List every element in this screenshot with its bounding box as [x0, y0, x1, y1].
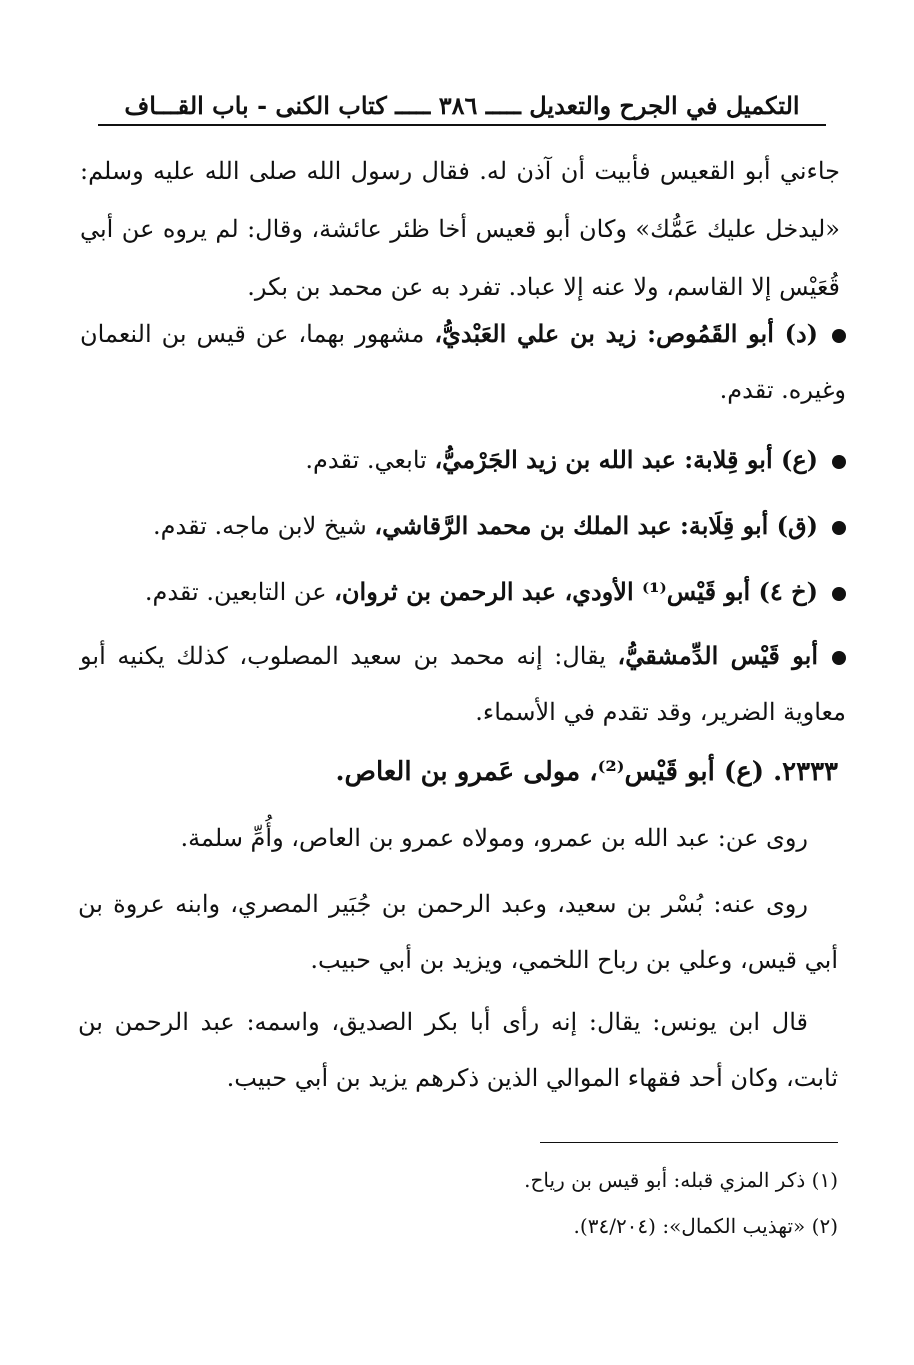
running-header: التكميل في الجرح والتعديل ـــــ ٣٨٦ ـــــ كتاب الكنى - باب القـــاف [124, 91, 800, 120]
bullet-entry [80, 498, 846, 554]
bullet-icon [832, 521, 846, 535]
bullet-entry-head: (ق) أبو قِلَابة: عبد الملك بن محمد الرَّقاشي، [374, 511, 818, 540]
bullet-entry [80, 432, 846, 488]
entry-paragraph: روى عن: عبد الله بن عمرو، ومولاه عمرو بن العاص، وأُمِّ سلمة. [180, 824, 808, 852]
entry-paragraph: روى عنه: بُسْر بن سعيد، وعبد الرحمن بن جُبَير المصري، وابنه عروة بن أبي قيس، وعلي بن رباح اللخمي، ويزيد بن أبي حبيب. [78, 890, 838, 974]
entry-paragraph: قال ابن يونس: يقال: إنه رأى أبا بكر الصديق، واسمه: عبد الرحمن بن ثابت، وكان أحد فقهاء الموالي الذين ذكرهم يزيد بن أبي حبيب. [78, 1008, 838, 1092]
bullet-icon [832, 651, 846, 665]
bullet-entry [80, 628, 846, 740]
footnote: (١) ذكر المزي قبله: أبو قيس بن رياح. [524, 1168, 838, 1192]
bullet-icon [832, 587, 846, 601]
bullet-entry-text: مشهور بهما، عن قيس بن النعمان وغيره. تقدم. [80, 320, 846, 404]
bullet-entry-text: تابعي. تقدم. [305, 446, 435, 474]
bullet-entry-head: (ع) أبو قِلابة: عبد الله بن زيد الجَرْميُّ، [434, 445, 818, 474]
bullet-icon [832, 455, 846, 469]
bullet-entry-head: (د) أبو القَمُوص: زيد بن علي العَبْديُّ، [434, 319, 819, 348]
bullet-entry-head: أبو قَيْس الدِّمشقيُّ، [617, 641, 818, 670]
bullet-entry-text: عن التابعين. تقدم. [144, 578, 335, 606]
entry-heading: ٢٣٣٣. (ع) أبو قَيْس⁽²⁾، مولى عَمرو بن العاص. [335, 757, 838, 787]
bullet-entry-text: يقال: إنه محمد بن سعيد المصلوب، كذلك يكنيه أبو معاوية الضرير، وقد تقدم في الأسماء. [80, 642, 846, 726]
bullet-entry-head: (خ ٤) أبو قَيْس⁽¹⁾ الأودي، عبد الرحمن بن ثروان، [334, 577, 818, 606]
bullet-icon [832, 329, 846, 343]
bullet-entry [80, 306, 846, 418]
bullet-entry-text: شيخ لابن ماجه. تقدم. [153, 512, 375, 540]
footnote: (٢) «تهذيب الكمال»: (٣٤/٢٠٤). [573, 1214, 838, 1238]
bullet-entry [80, 564, 846, 620]
intro-paragraph: جاءني أبو القعيس فأبيت أن آذن له. فقال رسول الله صلى الله عليه وسلم: «ليدخل عليك عَمُّك» وكان أبو قعيس أخا ظئر عائشة، وقال: لم يروه عن أبي قُعَيْس إلا القاسم، ولا عنه إلا عباد. تفرد به عن محمد بن بكر. [80, 157, 840, 301]
footnote-rule [540, 1142, 838, 1143]
header-rule [98, 124, 826, 126]
